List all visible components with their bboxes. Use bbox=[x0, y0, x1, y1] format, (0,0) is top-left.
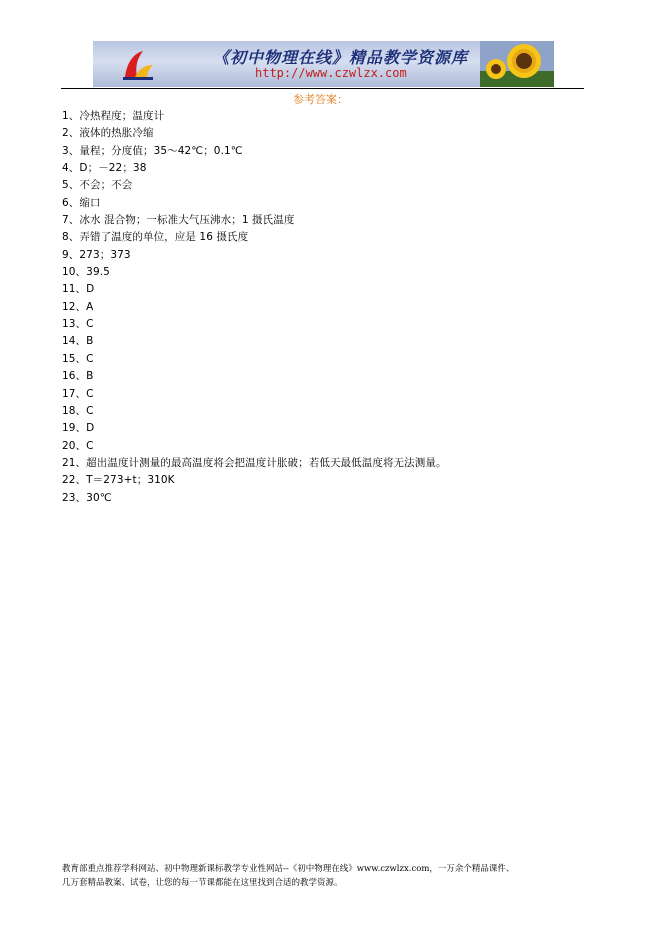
answer-item: 11、D bbox=[62, 283, 95, 296]
answer-item: 18、C bbox=[62, 404, 94, 417]
answer-item: 17、C bbox=[62, 387, 94, 400]
answer-item: 23、30℃ bbox=[62, 491, 112, 504]
answer-item: 10、39.5 bbox=[62, 266, 110, 279]
sunflower-image bbox=[480, 41, 554, 87]
answer-item: 19、D bbox=[62, 422, 95, 435]
answer-item: 3、量程；分度值；35～42℃；0.1℃ bbox=[62, 144, 243, 157]
answer-item: 6、缩口 bbox=[62, 196, 101, 209]
answer-item: 4、D；－22；38 bbox=[62, 162, 147, 175]
answer-item: 21、超出温度计测量的最高温度将会把温度计胀破；若低天最低温度将无法测量。 bbox=[62, 456, 447, 469]
answer-item: 8、弄错了温度的单位，应是 16 摄氏度 bbox=[62, 231, 249, 244]
answer-item: 9、273；373 bbox=[62, 248, 131, 261]
answer-item: 1、冷热程度；温度计 bbox=[62, 110, 165, 122]
answer-item: 5、不会；不会 bbox=[62, 179, 133, 192]
answer-item: 12、A bbox=[62, 300, 94, 313]
answer-list bbox=[62, 108, 447, 507]
answer-item: 20、C bbox=[62, 439, 94, 452]
page-footer bbox=[62, 862, 602, 890]
answer-item: 16、B bbox=[62, 370, 94, 383]
banner-title: 《初中物理在线》精品教学资源库 bbox=[213, 48, 469, 67]
answer-item: 2、液体的热胀冷缩 bbox=[62, 127, 154, 140]
site-logo-icon bbox=[121, 47, 155, 81]
footer-line: 几万套精品教案、试卷，让您的每一节课都能在这里找到合适的教学资源。 bbox=[62, 878, 343, 888]
header-divider bbox=[61, 88, 584, 89]
answer-heading: 参考答案： bbox=[293, 93, 348, 106]
answer-item: 15、C bbox=[62, 352, 94, 365]
banner-url[interactable]: http://www.czwlzx.com bbox=[255, 66, 407, 80]
site-banner bbox=[93, 41, 554, 87]
answer-item: 14、B bbox=[62, 335, 94, 348]
answer-item: 7、冰水 混合物；一标准大气压沸水；1 摄氏温度 bbox=[62, 214, 295, 227]
answer-item: 22、T＝273+t；310K bbox=[62, 474, 175, 487]
answer-item: 13、C bbox=[62, 318, 94, 331]
footer-line: 教育部重点推荐学科网站、初中物理新课标教学专业性网站--《初中物理在线》www.czwlzx.com，一万余个精品课件、 bbox=[62, 864, 515, 874]
